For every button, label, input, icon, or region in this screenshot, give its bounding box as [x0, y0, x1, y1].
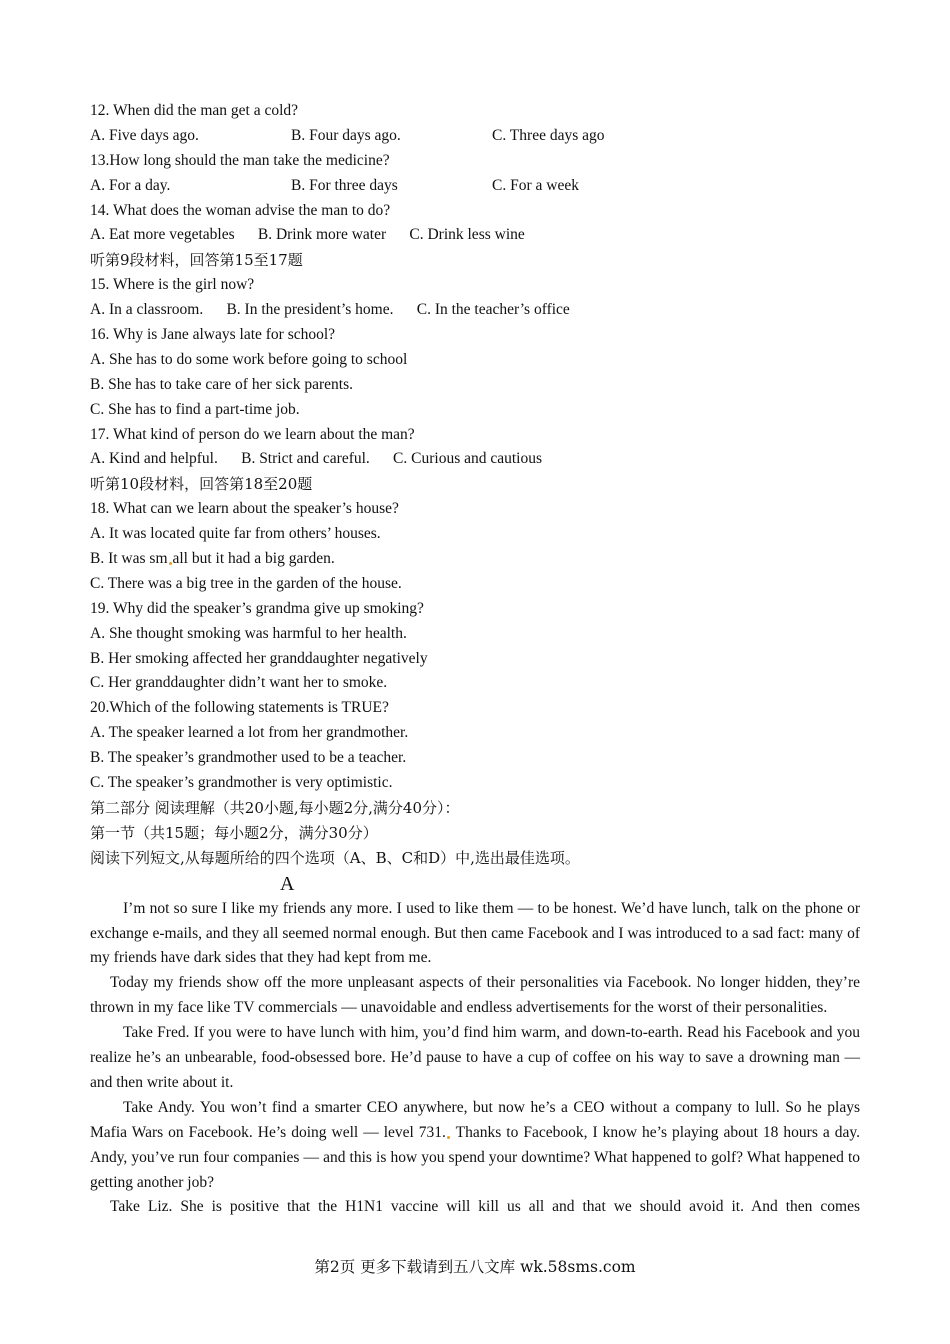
option-c: C. Three days ago	[492, 126, 605, 144]
option-b: B. She has to take care of her sick parents.	[90, 375, 353, 393]
stray-mark	[169, 562, 172, 565]
question-stem: 15. Where is the girl now?	[90, 276, 255, 294]
question-options	[90, 174, 860, 199]
passage-paragraph: I’m not so sure I like my friends any more. I used to like them — to be honest. We’d have lunch, talk on the phone or exchange e-mails, and they all seemed normal enough. But then came Facebook and I was introduced to a sad fact: many of my friends have dark sides that they had kept from me.	[90, 899, 860, 967]
option-a: A. She thought smoking was harmful to her health.	[90, 624, 407, 642]
passage-paragraph: Today my friends show off the more unpleasant aspects of their personalities via Facebook. No longer hidden, they’re thrown in my face like TV commercials — unavoidable and endless advertisements for the worst of their personalities.	[90, 974, 860, 1017]
passage-letter: A	[280, 872, 295, 895]
paragraph-part1: Take Andy. You won’t find a smarter CEO anywhere, but now he’s a CEO without a company to lull. So he plays Mafia Wars on Facebook. He’s doing well — level 731.	[90, 1098, 860, 1141]
option-c: C. The speaker’s grandmother is very optimistic.	[90, 774, 393, 792]
question-stem: 19. Why did the speaker’s grandma give up smoking?	[90, 599, 424, 617]
question-stem: 18. What can we learn about the speaker’s house?	[90, 500, 399, 518]
option-c: C. There was a big tree in the garden of the house.	[90, 574, 402, 592]
question-options: A. Kind and helpful. B. Strict and careful. C. Curious and cautious	[90, 450, 543, 468]
question-stem: 17. What kind of person do we learn about the man?	[90, 425, 415, 443]
passage-paragraph: Take Liz. She is positive that the H1N1 vaccine will kill us all and that we should avoid it. And then comes	[110, 1198, 860, 1216]
section-heading: 听第9段材料，回答第15至17题	[90, 251, 303, 270]
page-footer: 第2页 更多下载请到五八文库 wk.58sms.com	[314, 1258, 636, 1276]
question-options: A. In a classroom. B. In the president’s home. C. In the teacher’s office	[90, 301, 570, 319]
passage-paragraph: Take Fred. If you were to have lunch with him, you’d find him warm, and down-to-earth. Read his Facebook and you realize he’s an unbearable, food-obsessed bore. He’d pause to have a cup of coffee on his way to save a drowning man — and then write about it.	[90, 1024, 860, 1091]
option-c: C. She has to find a part-time job.	[90, 400, 300, 418]
question-stem: 20.Which of the following statements is TRUE?	[90, 699, 389, 717]
option-b: B. For three days	[291, 176, 398, 194]
stray-mark	[447, 1136, 450, 1139]
option-a: A. She has to do some work before going to school	[90, 350, 408, 368]
option-b-part2: all but it had a big garden.	[172, 550, 335, 568]
option-a: A. It was located quite far from others’ houses.	[90, 525, 381, 543]
option-a: A. For a day.	[90, 176, 171, 194]
part-heading: 第二部分 阅读理解（共20小题,每小题2分,满分40分）：	[90, 798, 460, 817]
question-stem: 12. When did the man get a cold?	[90, 102, 299, 119]
passage-paragraph	[90, 1096, 860, 1196]
option-b: B. Her smoking affected her granddaughter negatively	[90, 649, 428, 667]
paragraph-part2: Thanks to Facebook, I know he’s playing about 18 hours a day. Andy, you’ve run four companies — and this is how you spend your downtime? What happened to golf? What happened to getting another job?	[90, 1123, 860, 1191]
option-a: A. The speaker learned a lot from her grandmother.	[90, 724, 409, 742]
option-b	[90, 547, 860, 572]
question-stem: 16. Why is Jane always late for school?	[90, 326, 336, 344]
option-c: C. For a week	[492, 176, 579, 194]
section-heading: 听第10段材料，回答第18至20题	[90, 475, 313, 494]
question-stem: 13.How long should the man take the medicine?	[90, 151, 390, 169]
question-options	[90, 124, 860, 149]
question-options: A. Eat more vegetables B. Drink more water C. Drink less wine	[90, 226, 525, 244]
question-stem: 14. What does the woman advise the man to do?	[90, 201, 391, 219]
section-heading: 第一节（共15题；每小题2分，满分30分）	[90, 823, 378, 842]
option-a: A. Five days ago.	[90, 126, 199, 144]
document-page	[90, 99, 860, 1220]
option-b: B. The speaker’s grandmother used to be a teacher.	[90, 749, 407, 767]
option-c: C. Her granddaughter didn’t want her to smoke.	[90, 674, 388, 692]
option-b-part1: B. It was sm	[90, 550, 168, 568]
option-b: B. Four days ago.	[291, 126, 401, 144]
instruction-text: 阅读下列短文,从每题所给的四个选项（A、B、C和D）中,选出最佳选项。	[90, 848, 580, 867]
